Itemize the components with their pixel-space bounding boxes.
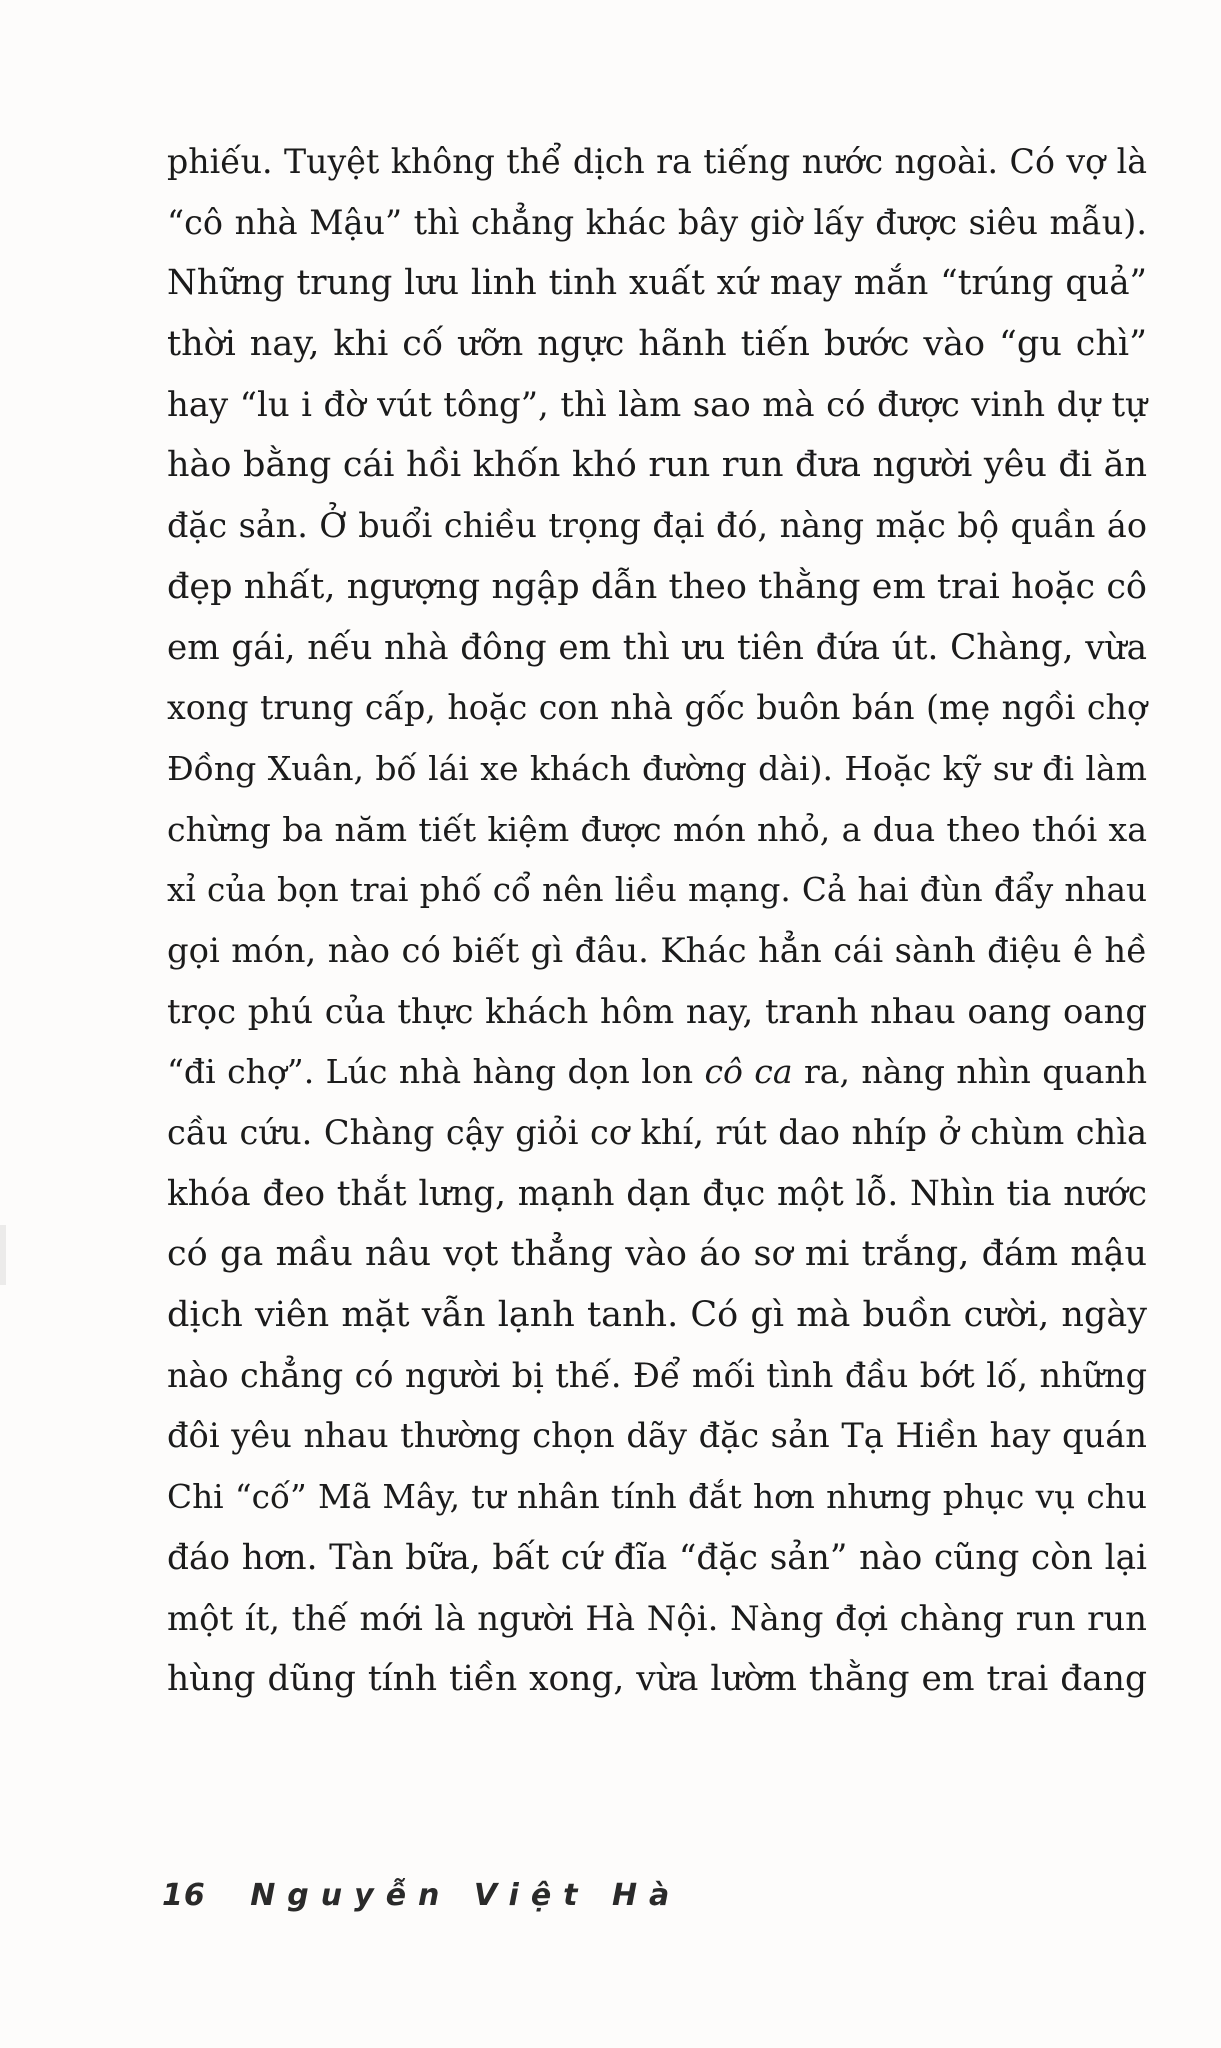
text-line: phiếu. Tuyệt không thể dịch ra tiếng nước ngoài. Có vợ là — [167, 142, 1147, 181]
page-edge-shadow — [0, 1225, 6, 1285]
text-line: Chi “cố” Mã Mây, tư nhân tính đắt hơn nhưng phục vụ chu — [167, 1478, 1147, 1517]
text-line: hào bằng cái hồi khốn khó run run đưa người yêu đi ăn — [167, 445, 1147, 486]
text-line: có ga mầu nâu vọt thẳng vào áo sơ mi trắng, đám mậu — [167, 1234, 1147, 1275]
text-line: hùng dũng tính tiền xong, vừa lườm thằng em trai đang — [167, 1659, 1147, 1700]
page-footer — [162, 1878, 681, 1913]
text-line: xong trung cấp, hoặc con nhà gốc buôn bán (mẹ ngồi chợ — [167, 688, 1147, 728]
text-line: trọc phú của thực khách hôm nay, tranh nhau oang oang — [167, 991, 1147, 1031]
body-text — [167, 132, 1147, 1710]
text-line: hay “lu i đờ vút tông”, thì làm sao mà có được vinh dự tự — [167, 384, 1147, 424]
text-line: “đi chợ”. Lúc nhà hàng dọn lon cô ca ra, nàng nhìn quanh — [167, 1052, 1147, 1092]
author-name: Nguyễn Việt Hà — [250, 1878, 682, 1913]
text-line: đáo hơn. Tàn bữa, bất cứ đĩa “đặc sản” nào cũng còn lại — [167, 1537, 1147, 1578]
text-line: đặc sản. Ở buổi chiều trọng đại đó, nàng mặc bộ quần áo — [167, 506, 1147, 546]
text-line: một ít, thế mới là người Hà Nội. Nàng đợi chàng run run — [167, 1598, 1147, 1638]
page-number: 16 — [162, 1878, 206, 1913]
text-line: xỉ của bọn trai phố cổ nên liều mạng. Cả hai đùn đẩy nhau — [167, 871, 1147, 910]
text-line: đẹp nhất, ngượng ngập dẫn theo thằng em trai hoặc cô — [167, 566, 1147, 607]
text-line: đôi yêu nhau thường chọn dãy đặc sản Tạ Hiền hay quán — [167, 1416, 1147, 1456]
text-line: gọi món, nào có biết gì đâu. Khác hẳn cái sành điệu ê hề — [167, 930, 1147, 970]
text-line: Đồng Xuân, bố lái xe khách đường dài). Hoặc kỹ sư đi làm — [167, 748, 1147, 788]
text-line: em gái, nếu nhà đông em thì ưu tiên đứa út. Chàng, vừa — [167, 627, 1147, 668]
text-line: nào chẳng có người bị thế. Để mối tình đầu bớt lố, những — [167, 1355, 1147, 1395]
text-line: cầu cứu. Chàng cậy giỏi cơ khí, rút dao nhíp ở chùm chìa — [167, 1113, 1147, 1152]
italic-phrase: cô ca — [704, 1052, 793, 1092]
text-line: Những trung lưu linh tinh xuất xứ may mắn “trúng quả” — [167, 263, 1147, 304]
text-line: thời nay, khi cố ưỡn ngực hãnh tiến bước vào “gu chì” — [167, 324, 1147, 365]
text-line: “cô nhà Mậu” thì chẳng khác bây giờ lấy được siêu mẫu). — [167, 202, 1147, 242]
text-line: dịch viên mặt vẫn lạnh tanh. Có gì mà buồn cười, ngày — [167, 1295, 1147, 1336]
text-line: khóa đeo thắt lưng, mạnh dạn đục một lỗ. Nhìn tia nước — [167, 1173, 1147, 1214]
text-line: chừng ba năm tiết kiệm được món nhỏ, a dua theo thói xa — [167, 809, 1147, 849]
